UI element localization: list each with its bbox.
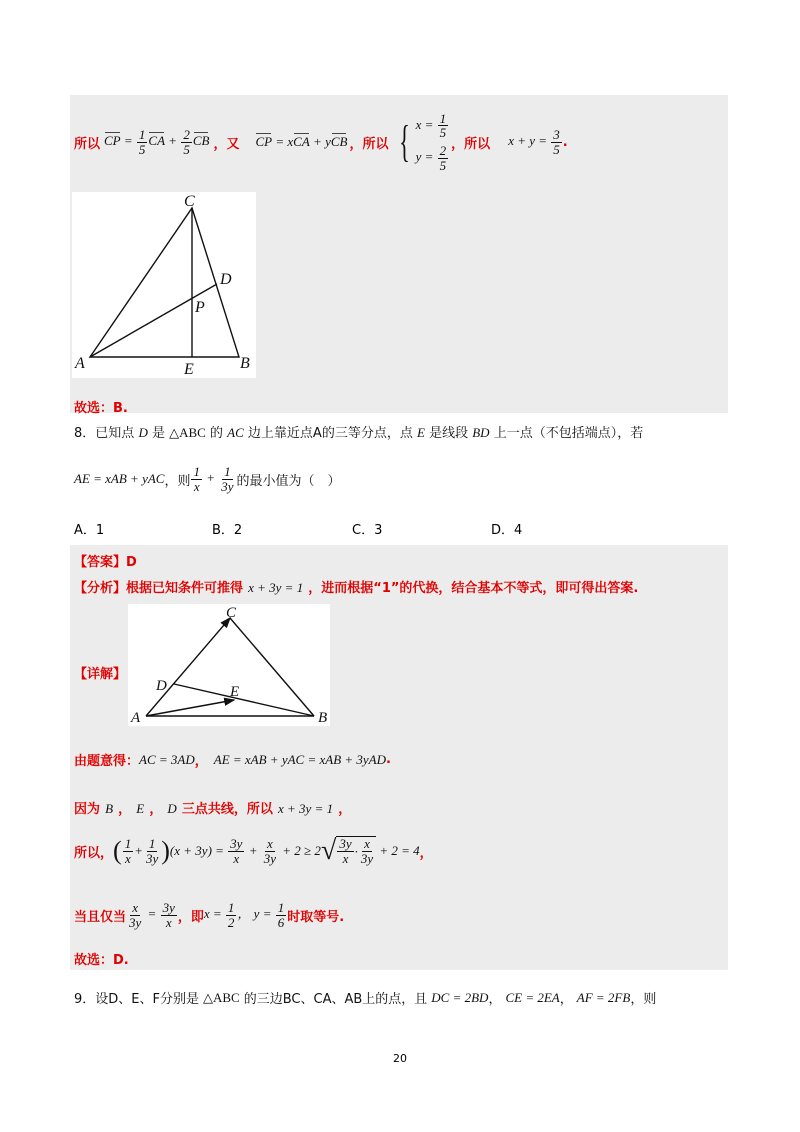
q8-vector-equation: AE = xAB + yAC — [74, 471, 165, 487]
q9-stem: 9． 设D、E、F分别是 △ABC 的三边BC、CA、AB上的点，且 DC = 2BD ， CE = 2EA ， AF = 2FB ，则 — [74, 989, 657, 1007]
you-label: ，又 — [213, 136, 240, 152]
q8-answer-tag: 【答案】D — [74, 555, 137, 570]
label-b: B — [240, 355, 250, 372]
q8-option-c[interactable]: C．3 — [352, 523, 383, 538]
q8-detail-line3: 所以， ( $\frac{1}{x}$ + $\frac{1}{3y}$ ) (x + 3y) = $\frac{3y}{x}$ + $\frac{x}{3y}$ + 2 ≥ 2 √ $\frac{3y}{x}$ · $\frac{x}{3y}$ + 2 = 4 ， — [74, 835, 433, 866]
label-c: C — [184, 193, 195, 210]
q7-triangle-figure — [72, 192, 256, 378]
q8-detail-line4: 当且仅当 $\frac{x}{3y}$ = $\frac{3y}{x}$ ，即 x = $\frac{1}{2}$ ， y = $\frac{1}{6}$ 时取等号. — [74, 899, 345, 930]
q8-analysis: 【分析】根据已知条件可推得 x + 3y = 1 ，进而根据“1”的代换，结合基本不等式，即可得出答案. — [74, 580, 639, 596]
q8-final-answer: 故选：D. — [74, 953, 129, 968]
xy-sum-result: x + y = $\frac{3}{5}$ — [508, 126, 560, 157]
q8-triangle-svg — [128, 604, 330, 726]
cp-equation: CP = $\frac{1}{5}$ CA + $\frac{2}{5}$ CB — [104, 126, 210, 157]
xy-system: { x = $\frac{1}{5}$ y = $\frac{2}{5}$ — [399, 110, 447, 173]
vector-ac — [146, 618, 230, 716]
label-b: B — [318, 710, 328, 726]
label-e: E — [230, 684, 240, 700]
q8-triangle-figure — [128, 604, 330, 726]
segment-bd — [174, 684, 314, 716]
q8-option-d[interactable]: D．4 — [491, 523, 523, 538]
label-c: C — [226, 605, 237, 621]
vector-ae — [146, 700, 234, 716]
label-d: D — [156, 678, 167, 694]
label-p: P — [195, 299, 205, 316]
label-e: E — [184, 361, 194, 378]
label-a: A — [131, 710, 141, 726]
suoyi2-label: ，所以 — [349, 136, 389, 152]
q8-detail-line1: 由题意得： AC = 3AD ， AE = xAB + yAC = xAB + 3yAD . — [74, 751, 391, 769]
triangle-abc — [90, 208, 239, 357]
median-ad — [90, 284, 217, 357]
q8-detail-line2: 因为 B ， E ， D 三点共线，所以 x + 3y = 1 ， — [74, 801, 352, 817]
cp-xy-equation: CP = xCA + yCB — [255, 134, 348, 149]
label-a: A — [75, 355, 85, 372]
inequality-chain: ( $\frac{1}{x}$ + $\frac{1}{3y}$ ) (x + 3y) = $\frac{3y}{x}$ + $\frac{x}{3y}$ + 2 ≥ 2 √ $\frac{3y}{x}$ · $\frac{x}{3y}$ + 2 = 4 — [113, 835, 420, 866]
page-number: 20 — [393, 1052, 407, 1065]
side-bc — [230, 618, 314, 716]
q8-option-a[interactable]: A．1 — [74, 523, 105, 538]
q7-triangle-svg — [72, 192, 256, 378]
q8-objective-expr: $\frac{1}{x}$ + $\frac{1}{3y}$ — [193, 464, 234, 494]
q8-stem-line1: 8．已知点 D 是 △ABC 的 AC 边上靠近点A的三等分点，点 E 是线段 BD 上一点（不包括端点），若 — [74, 425, 644, 441]
suoyi3-label: ，所以 — [451, 136, 491, 152]
q7-conclusion-line: 所以 CP = $\frac{1}{5}$ CA + $\frac{2}{5}$ CB ，又 CP = xCA + yCB ，所以 { x = $\frac{1}{5}$ y = $\frac{2}{5}$ ，所以 x + y = $\frac{3}{5}$ . — [74, 110, 568, 173]
q8-option-b[interactable]: B．2 — [212, 523, 243, 538]
suoyi-label: 所以 — [74, 136, 101, 152]
q8-stem-line2: AE = xAB + yAC ，则 $\frac{1}{x}$ + $\frac{1}{3y}$ 的最小值为（ ） — [74, 464, 341, 494]
label-d: D — [220, 271, 232, 288]
q8-detail-tag: 【详解】 — [74, 667, 127, 682]
q7-answer: 故选：B. — [74, 401, 128, 416]
